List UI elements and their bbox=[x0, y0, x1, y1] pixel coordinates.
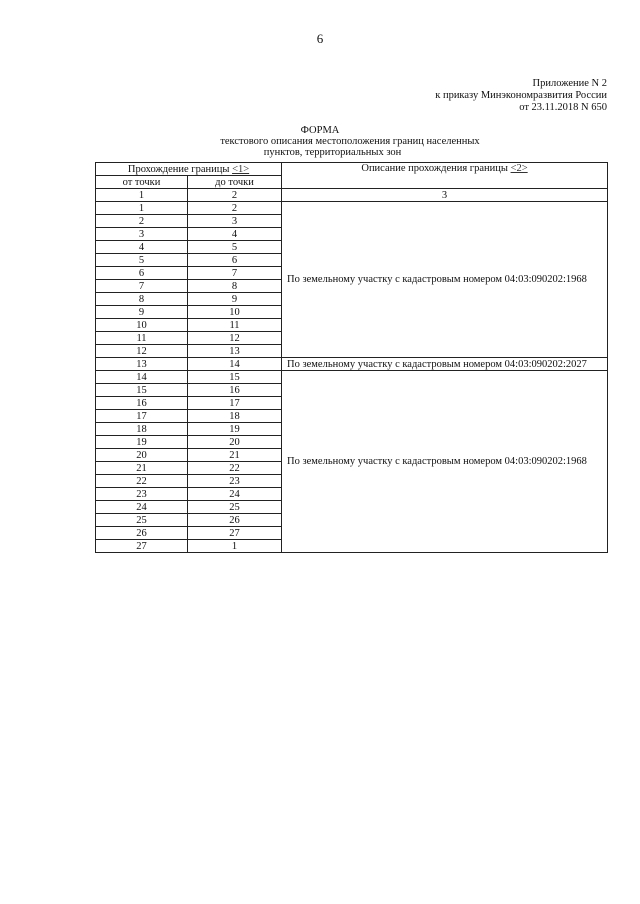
form-title-heading: ФОРМА bbox=[300, 125, 340, 136]
from-point: 17 bbox=[96, 410, 188, 423]
boundary-description: По земельному участку с кадастровым номером 04:03:090202:2027 bbox=[282, 358, 608, 371]
footnote-link-1[interactable]: <1> bbox=[232, 163, 250, 175]
column-number-1: 1 bbox=[96, 189, 188, 202]
from-point: 11 bbox=[96, 332, 188, 345]
from-point: 24 bbox=[96, 501, 188, 514]
appendix-line-3: от 23.11.2018 N 650 bbox=[519, 102, 607, 113]
to-point: 18 bbox=[188, 410, 282, 423]
appendix-line-1: Приложение N 2 bbox=[532, 78, 607, 89]
header-passage: Прохождение границы bbox=[127, 163, 230, 175]
to-point: 21 bbox=[188, 449, 282, 462]
to-point: 26 bbox=[188, 514, 282, 527]
from-point: 2 bbox=[96, 215, 188, 228]
column-number-row bbox=[96, 189, 608, 202]
to-point: 9 bbox=[188, 293, 282, 306]
to-point: 16 bbox=[188, 384, 282, 397]
column-number-2: 2 bbox=[188, 189, 282, 202]
from-point: 9 bbox=[96, 306, 188, 319]
boundary-description: По земельному участку с кадастровым номером 04:03:090202:1968 bbox=[282, 202, 608, 358]
header-description-cell bbox=[282, 163, 608, 189]
boundary-table-body bbox=[96, 163, 608, 553]
from-point: 27 bbox=[96, 540, 188, 553]
from-point: 16 bbox=[96, 397, 188, 410]
from-point: 26 bbox=[96, 527, 188, 540]
from-point: 23 bbox=[96, 488, 188, 501]
from-point: 15 bbox=[96, 384, 188, 397]
appendix-reference bbox=[435, 78, 607, 114]
to-point: 20 bbox=[188, 436, 282, 449]
to-point: 2 bbox=[188, 202, 282, 215]
to-point: 14 bbox=[188, 358, 282, 371]
column-number-3: 3 bbox=[282, 189, 608, 202]
from-point: 8 bbox=[96, 293, 188, 306]
to-point: 13 bbox=[188, 345, 282, 358]
to-point: 22 bbox=[188, 462, 282, 475]
footnote-link-2[interactable]: <2> bbox=[510, 163, 528, 174]
from-point: 25 bbox=[96, 514, 188, 527]
table-row bbox=[96, 371, 608, 384]
to-point: 15 bbox=[188, 371, 282, 384]
to-point: 19 bbox=[188, 423, 282, 436]
to-point: 27 bbox=[188, 527, 282, 540]
to-point: 12 bbox=[188, 332, 282, 345]
header-passage-cell bbox=[96, 163, 282, 176]
to-point: 1 bbox=[188, 540, 282, 553]
from-point: 19 bbox=[96, 436, 188, 449]
from-point: 20 bbox=[96, 449, 188, 462]
to-point: 5 bbox=[188, 241, 282, 254]
from-point: 14 bbox=[96, 371, 188, 384]
from-point: 6 bbox=[96, 267, 188, 280]
from-point: 5 bbox=[96, 254, 188, 267]
from-point: 12 bbox=[96, 345, 188, 358]
from-point: 22 bbox=[96, 475, 188, 488]
boundary-table bbox=[95, 162, 608, 553]
from-point: 4 bbox=[96, 241, 188, 254]
to-point: 24 bbox=[188, 488, 282, 501]
col-to-header: до точки bbox=[188, 176, 282, 189]
page-number: 6 bbox=[316, 31, 324, 46]
to-point: 10 bbox=[188, 306, 282, 319]
to-point: 23 bbox=[188, 475, 282, 488]
table-row bbox=[96, 358, 608, 371]
to-point: 17 bbox=[188, 397, 282, 410]
from-point: 1 bbox=[96, 202, 188, 215]
from-point: 3 bbox=[96, 228, 188, 241]
col-from-header: от точки bbox=[96, 176, 188, 189]
from-point: 7 bbox=[96, 280, 188, 293]
form-title bbox=[0, 125, 640, 158]
to-point: 25 bbox=[188, 501, 282, 514]
to-point: 7 bbox=[188, 267, 282, 280]
header-row bbox=[96, 163, 608, 176]
form-title-line-2: текстового описания местоположения границ населенных bbox=[220, 136, 480, 147]
from-point: 13 bbox=[96, 358, 188, 371]
table-row bbox=[96, 202, 608, 215]
to-point: 6 bbox=[188, 254, 282, 267]
header-description: Описание прохождения границы bbox=[361, 163, 508, 174]
appendix-line-2: к приказу Минэкономразвития России bbox=[435, 90, 607, 101]
boundary-description: По земельному участку с кадастровым номером 04:03:090202:1968 bbox=[282, 371, 608, 553]
from-point: 18 bbox=[96, 423, 188, 436]
from-point: 21 bbox=[96, 462, 188, 475]
to-point: 3 bbox=[188, 215, 282, 228]
to-point: 4 bbox=[188, 228, 282, 241]
to-point: 11 bbox=[188, 319, 282, 332]
to-point: 8 bbox=[188, 280, 282, 293]
from-point: 10 bbox=[96, 319, 188, 332]
form-title-line-3: пунктов, территориальных зон bbox=[263, 147, 402, 158]
